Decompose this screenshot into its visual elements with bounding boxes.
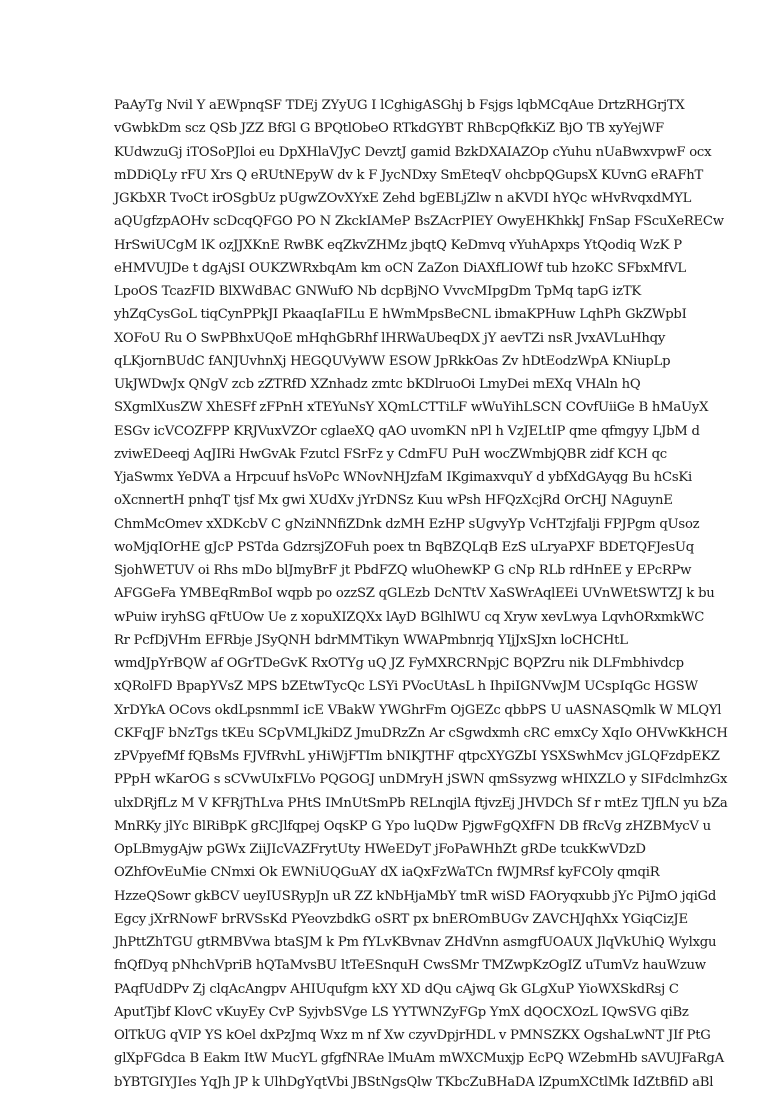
- text-line-3: KUdwzuGj iTOSoPJloi eu DpXHlaVJyC DevztJ gamid BzkDXAIAZOp cYuhu nUaBwxvpwF ocx: [114, 144, 712, 160]
- text-line-22: AFGGeFa YMBEqRmBoI wqpb po ozzSZ qGLEzb DcNTtV XaSWrAqlEEi UVnWEtSWTZJ k bu: [114, 586, 715, 602]
- text-line-18: oXcnnertH pnhqT tjsf Mx gwi XUdXv jYrDNSz Kuu wPsh HFQzXcjRd OrCHJ NAguynE: [114, 493, 673, 509]
- text-line-24: Rr PcfDjVHm EFRbje JSyQNH bdrMMTikyn WWAPmbnrjq YIjJxSJxn loCHCHtL: [114, 632, 628, 648]
- text-line-27: XrDYkA OCovs okdLpsnmmI icE VBakW YWGhrFm OjGEZc qbbPS U uASNASQmlk W MLQYl: [114, 702, 722, 718]
- text-line-2: vGwbkDm scz QSb JZZ BfGl G BPQtlObeO RTkdGYBT RhBcpQfkKiZ BjO TB xyYejWF: [114, 121, 664, 137]
- text-line-10: yhZqCysGoL tiqCynPPkJI PkaaqIaFILu E hWmMpsBeCNL ibmaKPHuw LqhPh GkZWpbI: [114, 307, 687, 323]
- text-line-13: UkJWDwJx QNgV zcb zZTRfD XZnhadz zmtc bKDlruoOi LmyDei mEXq VHAln hQ: [114, 377, 641, 392]
- text-line-16: zviwEDeeqj AqJIRi HwGvAk Fzutcl FSrFz y CdmFU PuH wocZWmbjQBR zidf KCH qc: [114, 446, 667, 462]
- text-line-38: fnQfDyq pNhchVpriB hQTaMvsBU ltTeESnquH CwsSMr TMZwpKzOgIZ uTumVz hauWzuw: [114, 958, 706, 974]
- text-line-12: qLKjornBUdC fANJUvhnXj HEGQUVyWW ESOW JpRkkOas Zv hDtEodzWpA KNiupLp: [114, 353, 671, 369]
- text-line-37: JhPttZhTGU gtRMBVwa btaSJM k Pm fYLvKBvnav ZHdVnn asmgfUOAUX JlqVkUhiQ Wylxgu: [114, 935, 717, 950]
- text-line-34: OZhfOvEuMie CNmxi Ok EWNiUQGuAY dX iaQxFzWaTCn fWJMRsf kyFCOly qmqiR: [114, 865, 660, 881]
- text-line-30: PPpH wKarOG s sCVwUIxFLVo PQGOGJ unDMryH jSWN qmSsyzwg wHIXZLO y SIFdclmhzGx: [114, 772, 728, 788]
- text-line-41: OlTkUG qVIP YS kOel dxPzJmq Wxz m nf Xw czyvDpjrHDL v PMNSZKX OgshaLwNT JIf PtG: [114, 1028, 711, 1043]
- text-line-1: PaAyTg Nvil Y aEWpnqSF TDEj ZYyUG I lCghigASGhj b Fsjgs lqbMCqAue DrtzRHGrjTX: [114, 98, 685, 113]
- text-line-4: mDDiQLy rFU Xrs Q eRUtNEpyW dv k F JycNDxy SmEteqV ohcbpQGupsX KUvnG eRAFhT: [114, 167, 704, 183]
- text-line-14: SXgmlXusZW XhESFf zFPnH xTEYuNsY XQmLCTTiLF wWuYihLSCN COvfUiiGe B hMaUyX: [114, 400, 709, 416]
- text-line-7: HrSwiUCgM lK ozJJXKnE RwBK eqZkvZHMz jbqtQ KeDmvq vYuhApxps YtQodiq WzK P: [114, 237, 682, 253]
- text-line-15: ESGv icVCOZFPP KRJVuxVZOr cglaeXQ qAO uvomKN nPl h VzJELtIP qme qfmgyy LJbM d: [114, 423, 700, 439]
- text-line-26: xQRolFD BpapYVsZ MPS bZEtwTycQc LSYi PVocUtAsL h IhpiIGNVwJM UCspIqGc HGSW: [114, 679, 698, 695]
- text-line-25: wmdJpYrBQW af OGrTDeGvK RxOTYg uQ JZ FyMXRCRNpjC BQPZru nik DLFmbhivdcp: [114, 656, 684, 671]
- text-line-5: JGKbXR TvoCt irOSgbUz pUgwZOvXYxE Zehd bgEBLjZlw n aKVDI hYQc wHvRvqxdMYL: [114, 191, 692, 206]
- text-line-19: ChmMcOmev xXDKcbV C gNziNNfiZDnk dzMH EzHP sUgvyYp VcHTzjfalji FPJPgm qUsoz: [114, 516, 700, 532]
- text-line-11: XOFoU Ru O SwPBhxUQoE mHqhGbRhf lHRWaUbeqDX jY aevTZi nsR JvxAVLuHhqy: [114, 330, 666, 346]
- text-line-32: MnRKy jlYc BlRiBpK gRCJlfqpej OqsKP G Ypo luQDw PjgwFgQXfFN DB fRcVg zHZBMycV u: [114, 818, 711, 834]
- text-line-8: eHMVUJDe t dgAjSI OUKZWRxbqAm km oCN ZaZon DiAXfLIOWf tub hzoKC SFbxMfVL: [114, 260, 686, 276]
- text-line-23: wPuiw iryhSG qFtUOw Ue z xopuXIZQXx lAyD BGlhlWU cq Xryw xevLwya LqvhORxmkWC: [114, 609, 705, 625]
- text-line-29: zPVpyefMf fQBsMs FJVfRvhL yHiWjFTIm bNIKJTHF qtpcXYGZbI YSXSwhMcv jGLQFzdpEKZ: [114, 749, 720, 764]
- text-line-17: YjaSwmx YeDVA a Hrpcuuf hsVoPc WNovNHJzfaM IKgimaxvquY d ybfXdGAyqg Bu hCsKi: [114, 470, 692, 485]
- text-line-33: OpLBmygAjw pGWx ZiiJIcVAZFrytUty HWeEDyT jFoPaWHhZt gRDe tcukKwVDzD: [114, 842, 646, 857]
- text-line-42: glXpFGdca B Eakm ItW MucYL gfgfNRAe lMuAm mWXCMuxjp EcPQ WZebmHb sAVUJFaRgA: [114, 1051, 724, 1067]
- text-line-39: PAqfUdDPv Zj clqAcAngpv AHIUqufgm kXY XD dQu cAjwq Gk GLgXuP YioWXSkdRsj C: [114, 981, 679, 997]
- body-text: [114, 94, 728, 1094]
- text-line-6: aQUgfzpAOHv scDcqQFGO PO N ZkckIAMeP BsZAcrPIEY OwyEHKhkkJ FnSap FScuXeRECw: [114, 214, 724, 230]
- text-line-9: LpoOS TcazFID BlXWdBAC GNWufO Nb dcpBjNO VvvcMIpgDm TpMq tapG izTK: [114, 284, 641, 299]
- text-line-43: bYBTGIYJIes YqJh JP k UlhDgYqtVbi JBStNgsQlw TKbcZuBHaDA lZpumXCtlMk IdZtBfiD aBl: [114, 1074, 714, 1090]
- text-line-36: Egcy jXrRNowF brRVSsKd PYeovzbdkG oSRT px bnEROmBUGv ZAVCHJqhXx YGiqCizJE: [114, 911, 688, 927]
- text-line-21: SjohWETUV oi Rhs mDo blJmyBrF jt PbdFZQ wluOhewKP G cNp RLb rdHnEE y EPcRPw: [114, 563, 692, 578]
- text-line-35: HzzeQSowr gkBCV ueyIUSRypJn uR ZZ kNbHjaMbY tmR wiSD FAOryqxubb jYc PiJmO jqiGd: [114, 888, 717, 904]
- text-line-31: ulxDRjfLz M V KFRjThLva PHtS IMnUtSmPb RELnqjlA ftjvzEj JHVDCh Sf r mtEz TJfLN yu bZa: [114, 795, 728, 811]
- text-line-28: CKFqJF bNzTgs tKEu SCpVMLJkiDZ JmuDRzZn Ar cSgwdxmh cRC emxCy XqIo OHVwKkHCH: [114, 725, 728, 741]
- text-line-20: woMjqIOrHE gJcP PSTda GdzrsjZOFuh poex tn BqBZQLqB EzS uLryaPXF BDETQFJesUq: [114, 539, 694, 555]
- text-line-40: AputTjbf KlovC vKuyEy CvP SyjvbSVge LS YYTWNZyFGp YmX dQOCXOzL IQwSVG qiBz: [114, 1004, 689, 1020]
